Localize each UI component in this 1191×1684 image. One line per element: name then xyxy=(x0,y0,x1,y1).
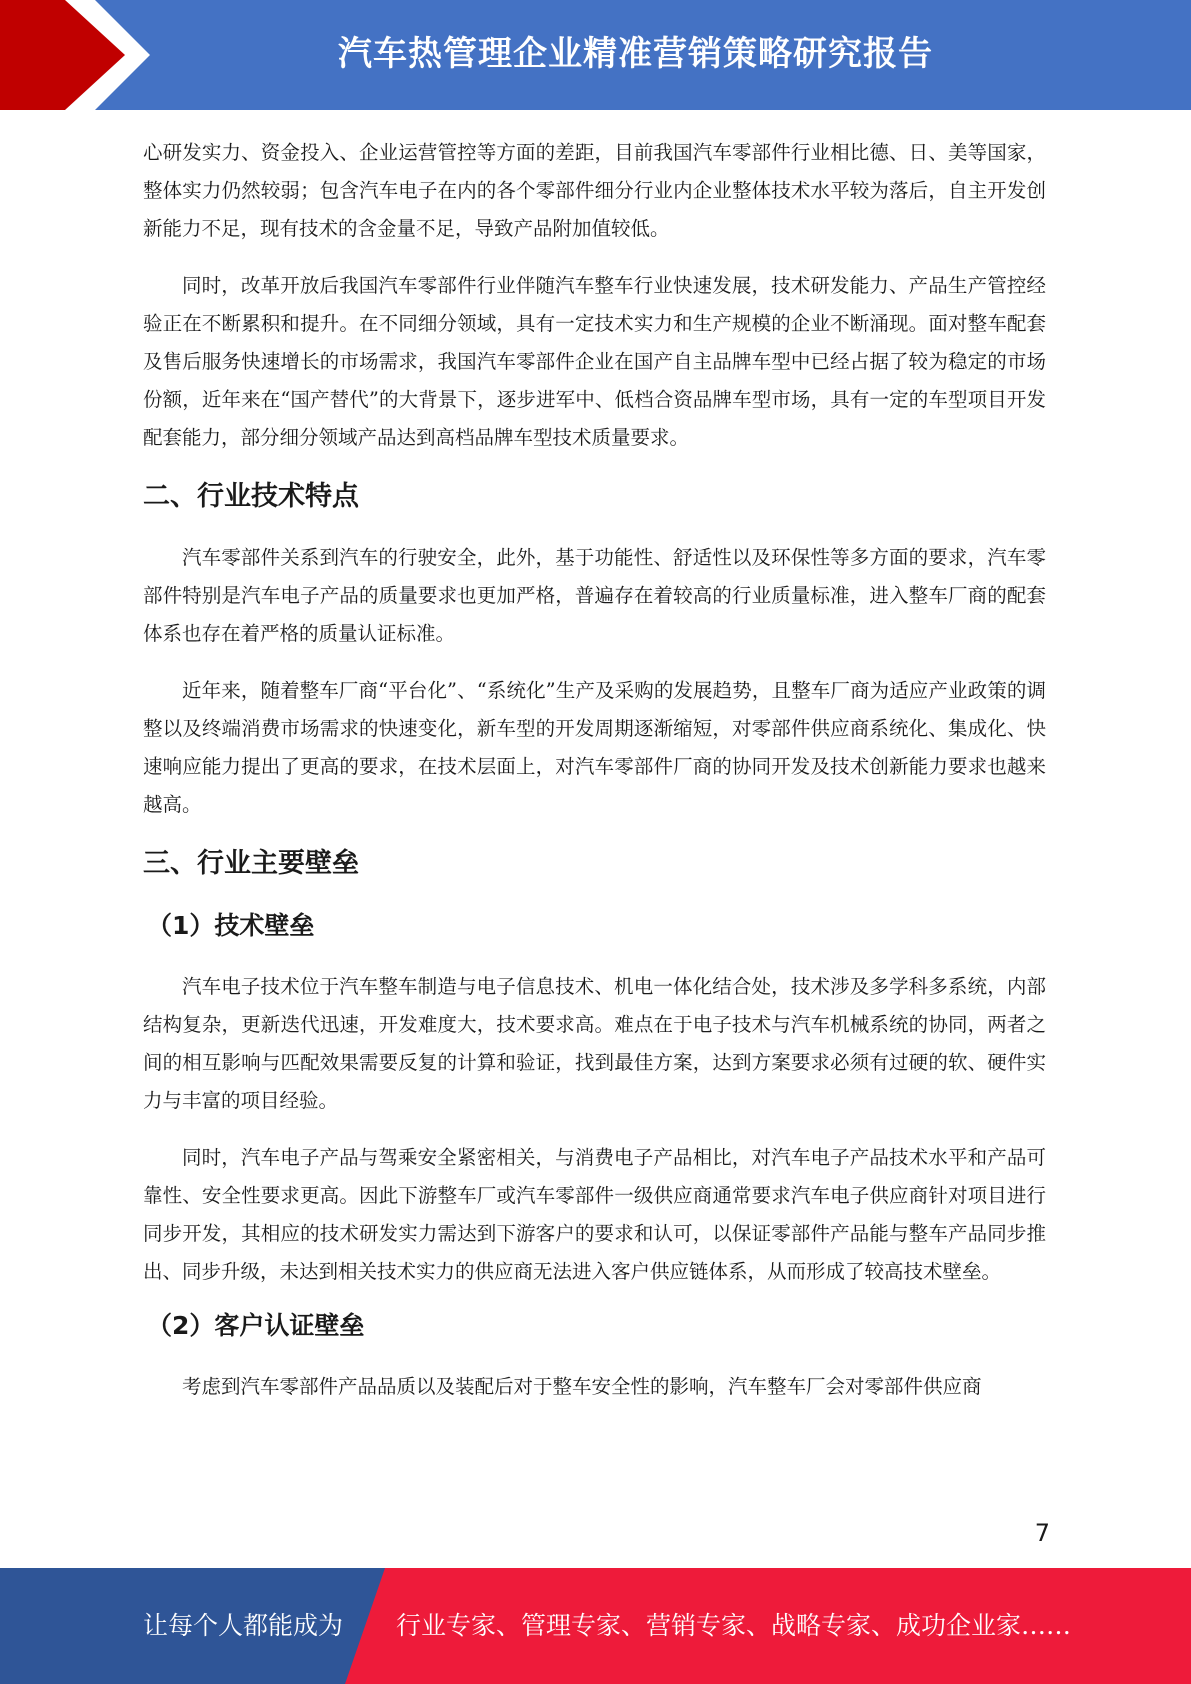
paragraph-1: 心研发实力、资金投入、企业运营管控等方面的差距，目前我国汽车零部件行业相比德、日、美等国家，整体实力仍然较弱；包含汽车电子在内的各个零部件细分行业内企业整体技术水平较为落后，自主开发创新能力不足，现有技术的含金量不足，导致产品附加值较低。 xyxy=(143,141,1046,240)
paragraph-2: 同时，改革开放后我国汽车零部件行业伴随汽车整车行业快速发展，技术研发能力、产品生产管控经验正在不断累积和提升。在不同细分领域，具有一定技术实力和生产规模的企业不断涌现。面对整车配套及售后服务快速增长的市场需求，我国汽车零部件企业在国产自主品牌车型中已经占据了较为稳定的市场份额，近年来在“国产替代”的大背景下，逐步进军中、低档合资品牌车型市场，具有一定的车型项目开发配套能力，部分细分领域产品达到高档品牌车型技术质量要求。 xyxy=(143,274,1046,449)
paragraph-5: 汽车电子技术位于汽车整车制造与电子信息技术、机电一体化结合处，技术涉及多学科多系统，内部结构复杂，更新迭代迅速，开发难度大，技术要求高。难点在于电子技术与汽车机械系统的协同，两者之间的相互影响与匹配效果需要反复的计算和验证，找到最佳方案，达到方案要求必须有过硬的软、硬件实力与丰富的项目经验。 xyxy=(143,975,1046,1112)
subsection-heading-tech-barrier: （1）技术壁垒 xyxy=(147,911,315,940)
footer-slogan-left: 让每个人都能成为 xyxy=(143,1611,344,1640)
report-title: 汽车热管理企业精准营销策略研究报告 xyxy=(338,34,933,74)
page-header xyxy=(0,0,1191,110)
paragraph-4: 近年来，随着整车厂商“平台化”、“系统化”生产及采购的发展趋势，且整车厂商为适应产业政策的调整以及终端消费市场需求的快速变化，新车型的开发周期逐渐缩短，对零部件供应商系统化、集成化、快速响应能力提出了更高的要求，在技术层面上，对汽车零部件厂商的协同开发及技术创新能力要求也越来越高。 xyxy=(143,679,1046,816)
page-content xyxy=(143,134,1046,1406)
paragraph-6: 同时，汽车电子产品与驾乘安全紧密相关，与消费电子产品相比，对汽车电子产品技术水平和产品可靠性、安全性要求更高。因此下游整车厂或汽车零部件一级供应商通常要求汽车电子供应商针对项目进行同步开发，其相应的技术研发实力需达到下游客户的要求和认可，以保证零部件产品能与整车产品同步推出、同步升级，未达到相关技术实力的供应商无法进入客户供应链体系，从而形成了较高技术壁垒。 xyxy=(143,1146,1046,1283)
section-heading-barriers: 三、行业主要壁垒 xyxy=(143,848,359,879)
paragraph-7: 考虑到汽车零部件产品品质以及装配后对于整车安全性的影响，汽车整车厂会对零部件供应商 xyxy=(182,1375,982,1398)
page-number: 7 xyxy=(1034,1519,1050,1547)
section-heading-tech-features: 二、行业技术特点 xyxy=(143,481,359,512)
page-footer xyxy=(0,1568,1191,1684)
paragraph-3: 汽车零部件关系到汽车的行驶安全，此外，基于功能性、舒适性以及环保性等多方面的要求，汽车零部件特别是汽车电子产品的质量要求也更加严格，普遍存在着较高的行业质量标准，进入整车厂商的配套体系也存在着严格的质量认证标准。 xyxy=(143,546,1046,645)
subsection-heading-customer-barrier: （2）客户认证壁垒 xyxy=(147,1311,365,1340)
footer-slogan-right: 行业专家、管理专家、营销专家、战略专家、成功企业家…… xyxy=(396,1611,1072,1640)
